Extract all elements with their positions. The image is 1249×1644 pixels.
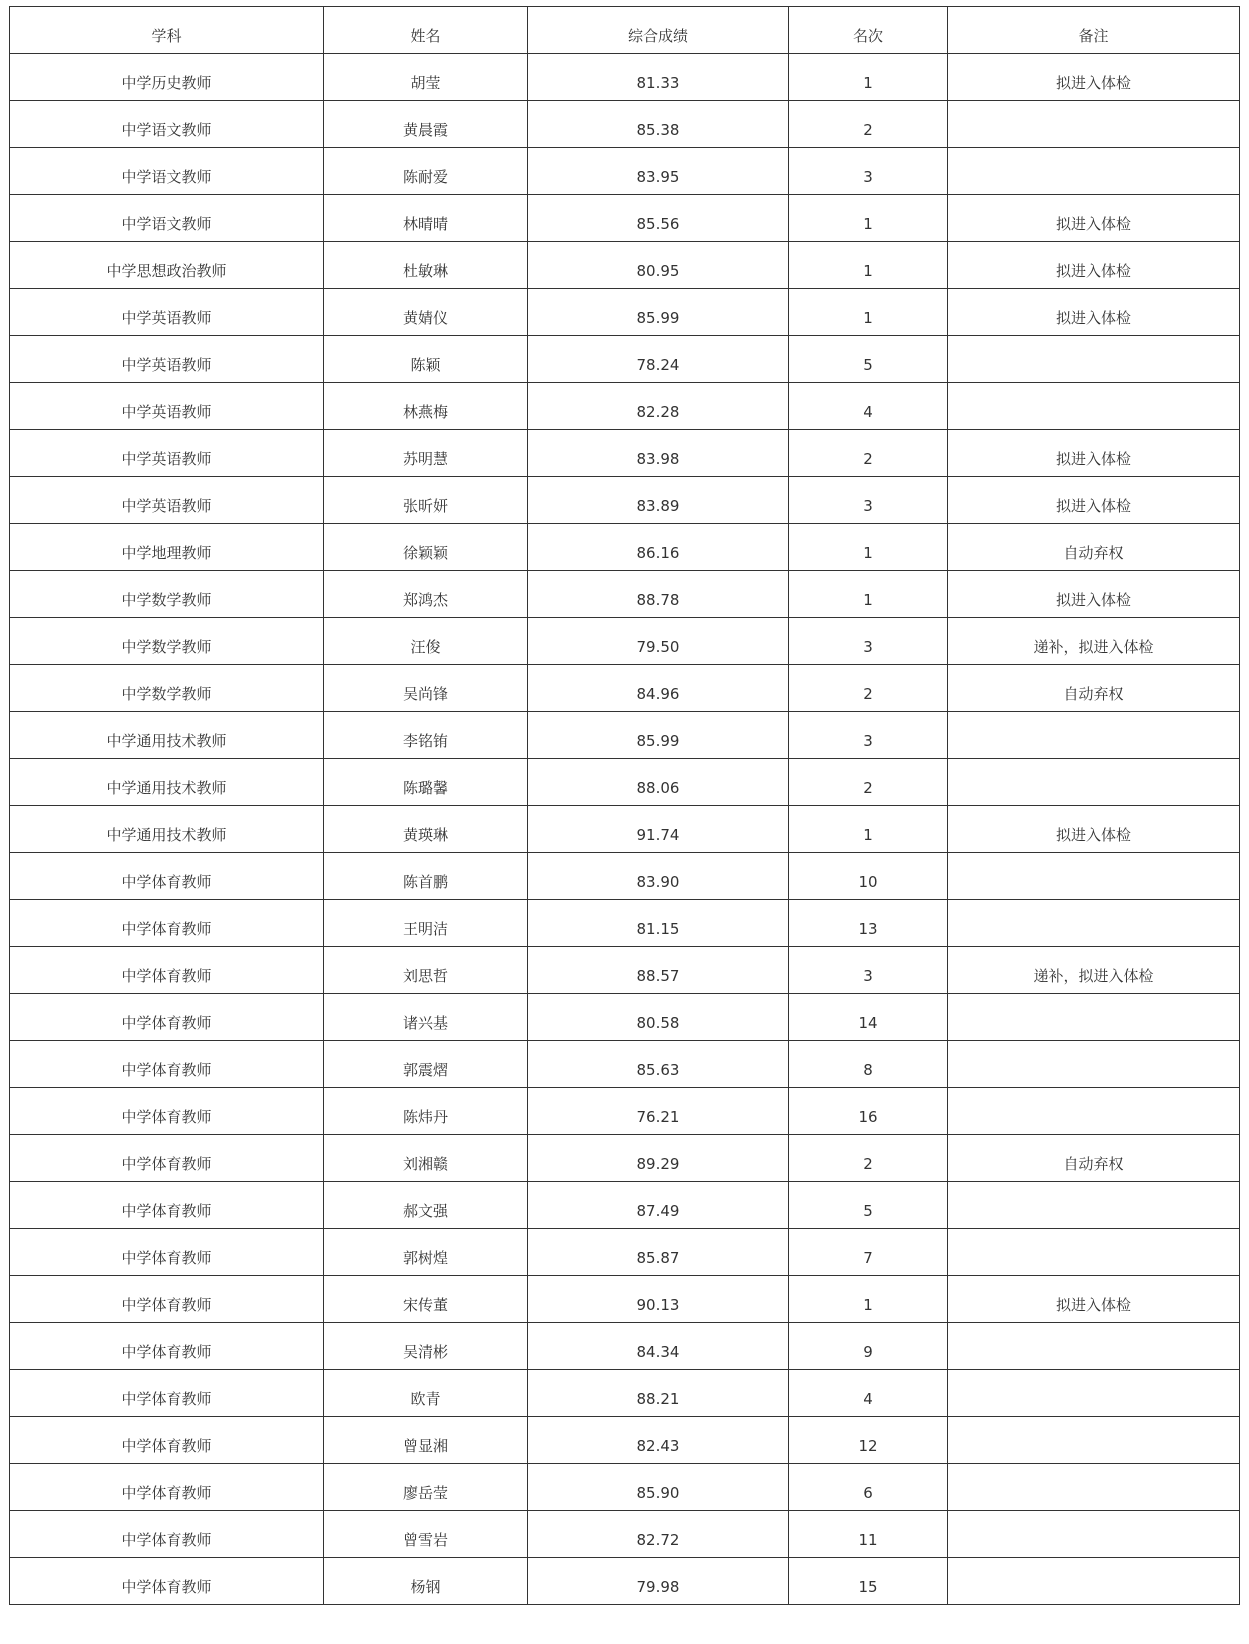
cell-rank: 1 xyxy=(789,54,948,101)
table-row xyxy=(10,759,1240,806)
cell-name: 林晴晴 xyxy=(324,195,528,242)
cell-name: 黄瑛琳 xyxy=(324,806,528,853)
cell-subject: 中学体育教师 xyxy=(10,1323,324,1370)
cell-score: 85.56 xyxy=(528,195,789,242)
cell-rank: 5 xyxy=(789,336,948,383)
cell-rank: 5 xyxy=(789,1182,948,1229)
cell-name: 欧青 xyxy=(324,1370,528,1417)
cell-remark xyxy=(948,712,1240,759)
table-row xyxy=(10,1229,1240,1276)
cell-score: 90.13 xyxy=(528,1276,789,1323)
cell-subject: 中学体育教师 xyxy=(10,1135,324,1182)
cell-subject: 中学英语教师 xyxy=(10,336,324,383)
cell-subject: 中学数学教师 xyxy=(10,618,324,665)
cell-name: 陈璐馨 xyxy=(324,759,528,806)
cell-rank: 4 xyxy=(789,383,948,430)
cell-name: 陈首鹏 xyxy=(324,853,528,900)
cell-rank: 2 xyxy=(789,101,948,148)
cell-remark xyxy=(948,1323,1240,1370)
cell-remark xyxy=(948,1182,1240,1229)
cell-remark xyxy=(948,1088,1240,1135)
cell-rank: 3 xyxy=(789,477,948,524)
header-rank: 名次 xyxy=(789,7,948,54)
cell-subject: 中学体育教师 xyxy=(10,1464,324,1511)
table-row xyxy=(10,1041,1240,1088)
cell-remark xyxy=(948,759,1240,806)
cell-score: 76.21 xyxy=(528,1088,789,1135)
table-row xyxy=(10,148,1240,195)
cell-name: 徐颖颖 xyxy=(324,524,528,571)
cell-rank: 12 xyxy=(789,1417,948,1464)
cell-subject: 中学体育教师 xyxy=(10,900,324,947)
cell-subject: 中学通用技术教师 xyxy=(10,759,324,806)
cell-score: 88.57 xyxy=(528,947,789,994)
cell-subject: 中学数学教师 xyxy=(10,571,324,618)
table-row xyxy=(10,665,1240,712)
cell-score: 86.16 xyxy=(528,524,789,571)
cell-rank: 2 xyxy=(789,430,948,477)
cell-score: 85.38 xyxy=(528,101,789,148)
cell-name: 刘思哲 xyxy=(324,947,528,994)
cell-remark xyxy=(948,383,1240,430)
header-subject: 学科 xyxy=(10,7,324,54)
table-row xyxy=(10,54,1240,101)
table-row xyxy=(10,1323,1240,1370)
cell-rank: 1 xyxy=(789,242,948,289)
cell-score: 83.98 xyxy=(528,430,789,477)
cell-remark xyxy=(948,1370,1240,1417)
cell-remark: 递补，拟进入体检 xyxy=(948,618,1240,665)
table-row xyxy=(10,947,1240,994)
cell-subject: 中学体育教师 xyxy=(10,1229,324,1276)
cell-score: 81.33 xyxy=(528,54,789,101)
cell-remark: 拟进入体检 xyxy=(948,1276,1240,1323)
cell-name: 廖岳莹 xyxy=(324,1464,528,1511)
cell-remark: 拟进入体检 xyxy=(948,195,1240,242)
cell-subject: 中学体育教师 xyxy=(10,1088,324,1135)
cell-name: 苏明慧 xyxy=(324,430,528,477)
cell-remark xyxy=(948,101,1240,148)
table-row xyxy=(10,712,1240,759)
cell-subject: 中学数学教师 xyxy=(10,665,324,712)
cell-rank: 1 xyxy=(789,806,948,853)
cell-name: 汪俊 xyxy=(324,618,528,665)
cell-remark xyxy=(948,1464,1240,1511)
cell-score: 88.78 xyxy=(528,571,789,618)
cell-remark: 递补，拟进入体检 xyxy=(948,947,1240,994)
cell-name: 林燕梅 xyxy=(324,383,528,430)
table-row xyxy=(10,1417,1240,1464)
cell-name: 陈炜丹 xyxy=(324,1088,528,1135)
cell-subject: 中学体育教师 xyxy=(10,994,324,1041)
header-remark: 备注 xyxy=(948,7,1240,54)
results-body xyxy=(10,54,1240,1605)
cell-remark xyxy=(948,336,1240,383)
cell-remark: 拟进入体检 xyxy=(948,571,1240,618)
table-row xyxy=(10,1088,1240,1135)
header-score: 综合成绩 xyxy=(528,7,789,54)
cell-name: 胡莹 xyxy=(324,54,528,101)
cell-score: 85.99 xyxy=(528,712,789,759)
cell-rank: 3 xyxy=(789,947,948,994)
cell-rank: 2 xyxy=(789,759,948,806)
cell-name: 郭树煌 xyxy=(324,1229,528,1276)
cell-rank: 9 xyxy=(789,1323,948,1370)
cell-name: 陈耐爱 xyxy=(324,148,528,195)
header-row xyxy=(10,7,1240,54)
cell-subject: 中学体育教师 xyxy=(10,1511,324,1558)
table-row xyxy=(10,806,1240,853)
cell-score: 81.15 xyxy=(528,900,789,947)
cell-subject: 中学体育教师 xyxy=(10,947,324,994)
cell-name: 郭震熠 xyxy=(324,1041,528,1088)
table-row xyxy=(10,1511,1240,1558)
cell-rank: 1 xyxy=(789,571,948,618)
cell-subject: 中学语文教师 xyxy=(10,148,324,195)
cell-score: 78.24 xyxy=(528,336,789,383)
cell-subject: 中学体育教师 xyxy=(10,1558,324,1605)
cell-rank: 8 xyxy=(789,1041,948,1088)
cell-name: 曾显湘 xyxy=(324,1417,528,1464)
cell-rank: 15 xyxy=(789,1558,948,1605)
cell-remark xyxy=(948,1558,1240,1605)
table-row xyxy=(10,524,1240,571)
cell-remark xyxy=(948,853,1240,900)
cell-name: 王明洁 xyxy=(324,900,528,947)
cell-subject: 中学体育教师 xyxy=(10,1041,324,1088)
table-row xyxy=(10,477,1240,524)
cell-score: 84.34 xyxy=(528,1323,789,1370)
table-row xyxy=(10,618,1240,665)
cell-score: 87.49 xyxy=(528,1182,789,1229)
cell-name: 黄晨霞 xyxy=(324,101,528,148)
results-table xyxy=(9,6,1240,1605)
results-sheet xyxy=(9,6,1239,1605)
cell-rank: 3 xyxy=(789,618,948,665)
cell-score: 82.28 xyxy=(528,383,789,430)
table-row xyxy=(10,383,1240,430)
table-row xyxy=(10,1370,1240,1417)
cell-name: 杨钢 xyxy=(324,1558,528,1605)
cell-subject: 中学体育教师 xyxy=(10,1276,324,1323)
table-row xyxy=(10,195,1240,242)
cell-score: 88.06 xyxy=(528,759,789,806)
table-row xyxy=(10,853,1240,900)
cell-score: 82.72 xyxy=(528,1511,789,1558)
cell-rank: 10 xyxy=(789,853,948,900)
cell-score: 79.98 xyxy=(528,1558,789,1605)
cell-name: 刘湘赣 xyxy=(324,1135,528,1182)
cell-name: 诸兴基 xyxy=(324,994,528,1041)
cell-score: 84.96 xyxy=(528,665,789,712)
cell-score: 82.43 xyxy=(528,1417,789,1464)
cell-remark xyxy=(948,1511,1240,1558)
cell-subject: 中学英语教师 xyxy=(10,477,324,524)
cell-remark xyxy=(948,994,1240,1041)
cell-name: 宋传董 xyxy=(324,1276,528,1323)
cell-remark: 自动弃权 xyxy=(948,1135,1240,1182)
cell-rank: 1 xyxy=(789,524,948,571)
cell-name: 张昕妍 xyxy=(324,477,528,524)
table-row xyxy=(10,994,1240,1041)
cell-remark: 拟进入体检 xyxy=(948,477,1240,524)
cell-remark: 拟进入体检 xyxy=(948,242,1240,289)
cell-name: 郑鸿杰 xyxy=(324,571,528,618)
cell-subject: 中学体育教师 xyxy=(10,853,324,900)
cell-score: 85.99 xyxy=(528,289,789,336)
cell-remark xyxy=(948,900,1240,947)
cell-remark xyxy=(948,1229,1240,1276)
cell-remark: 拟进入体检 xyxy=(948,806,1240,853)
cell-name: 曾雪岩 xyxy=(324,1511,528,1558)
cell-remark: 拟进入体检 xyxy=(948,289,1240,336)
cell-rank: 6 xyxy=(789,1464,948,1511)
table-row xyxy=(10,1135,1240,1182)
cell-score: 91.74 xyxy=(528,806,789,853)
table-row xyxy=(10,430,1240,477)
cell-rank: 13 xyxy=(789,900,948,947)
table-row xyxy=(10,1182,1240,1229)
cell-rank: 14 xyxy=(789,994,948,1041)
cell-score: 79.50 xyxy=(528,618,789,665)
table-row xyxy=(10,571,1240,618)
cell-subject: 中学体育教师 xyxy=(10,1182,324,1229)
cell-subject: 中学思想政治教师 xyxy=(10,242,324,289)
cell-score: 83.90 xyxy=(528,853,789,900)
cell-rank: 11 xyxy=(789,1511,948,1558)
cell-subject: 中学英语教师 xyxy=(10,430,324,477)
table-row xyxy=(10,1464,1240,1511)
cell-remark xyxy=(948,1041,1240,1088)
cell-rank: 3 xyxy=(789,148,948,195)
cell-score: 85.63 xyxy=(528,1041,789,1088)
cell-rank: 16 xyxy=(789,1088,948,1135)
cell-name: 杜敏琳 xyxy=(324,242,528,289)
cell-rank: 1 xyxy=(789,195,948,242)
table-row xyxy=(10,900,1240,947)
cell-score: 80.95 xyxy=(528,242,789,289)
cell-subject: 中学地理教师 xyxy=(10,524,324,571)
cell-rank: 2 xyxy=(789,1135,948,1182)
cell-name: 陈颖 xyxy=(324,336,528,383)
cell-subject: 中学语文教师 xyxy=(10,101,324,148)
cell-remark xyxy=(948,148,1240,195)
cell-score: 80.58 xyxy=(528,994,789,1041)
cell-subject: 中学通用技术教师 xyxy=(10,712,324,759)
cell-subject: 中学英语教师 xyxy=(10,289,324,336)
table-row xyxy=(10,1276,1240,1323)
cell-remark: 自动弃权 xyxy=(948,665,1240,712)
cell-score: 85.87 xyxy=(528,1229,789,1276)
cell-score: 88.21 xyxy=(528,1370,789,1417)
cell-rank: 2 xyxy=(789,665,948,712)
cell-subject: 中学体育教师 xyxy=(10,1370,324,1417)
table-row xyxy=(10,1558,1240,1605)
cell-rank: 7 xyxy=(789,1229,948,1276)
cell-name: 吴清彬 xyxy=(324,1323,528,1370)
cell-subject: 中学英语教师 xyxy=(10,383,324,430)
cell-score: 83.95 xyxy=(528,148,789,195)
table-row xyxy=(10,101,1240,148)
cell-score: 89.29 xyxy=(528,1135,789,1182)
table-row xyxy=(10,289,1240,336)
cell-subject: 中学体育教师 xyxy=(10,1417,324,1464)
cell-rank: 4 xyxy=(789,1370,948,1417)
cell-remark xyxy=(948,1417,1240,1464)
cell-remark: 拟进入体检 xyxy=(948,430,1240,477)
cell-name: 黄婧仪 xyxy=(324,289,528,336)
header-name: 姓名 xyxy=(324,7,528,54)
cell-subject: 中学通用技术教师 xyxy=(10,806,324,853)
cell-remark: 自动弃权 xyxy=(948,524,1240,571)
cell-rank: 3 xyxy=(789,712,948,759)
table-row xyxy=(10,336,1240,383)
cell-score: 83.89 xyxy=(528,477,789,524)
table-row xyxy=(10,242,1240,289)
cell-name: 李铭铕 xyxy=(324,712,528,759)
cell-subject: 中学历史教师 xyxy=(10,54,324,101)
cell-remark: 拟进入体检 xyxy=(948,54,1240,101)
cell-subject: 中学语文教师 xyxy=(10,195,324,242)
cell-name: 吴尚锋 xyxy=(324,665,528,712)
cell-rank: 1 xyxy=(789,1276,948,1323)
cell-rank: 1 xyxy=(789,289,948,336)
cell-name: 郝文强 xyxy=(324,1182,528,1229)
cell-score: 85.90 xyxy=(528,1464,789,1511)
